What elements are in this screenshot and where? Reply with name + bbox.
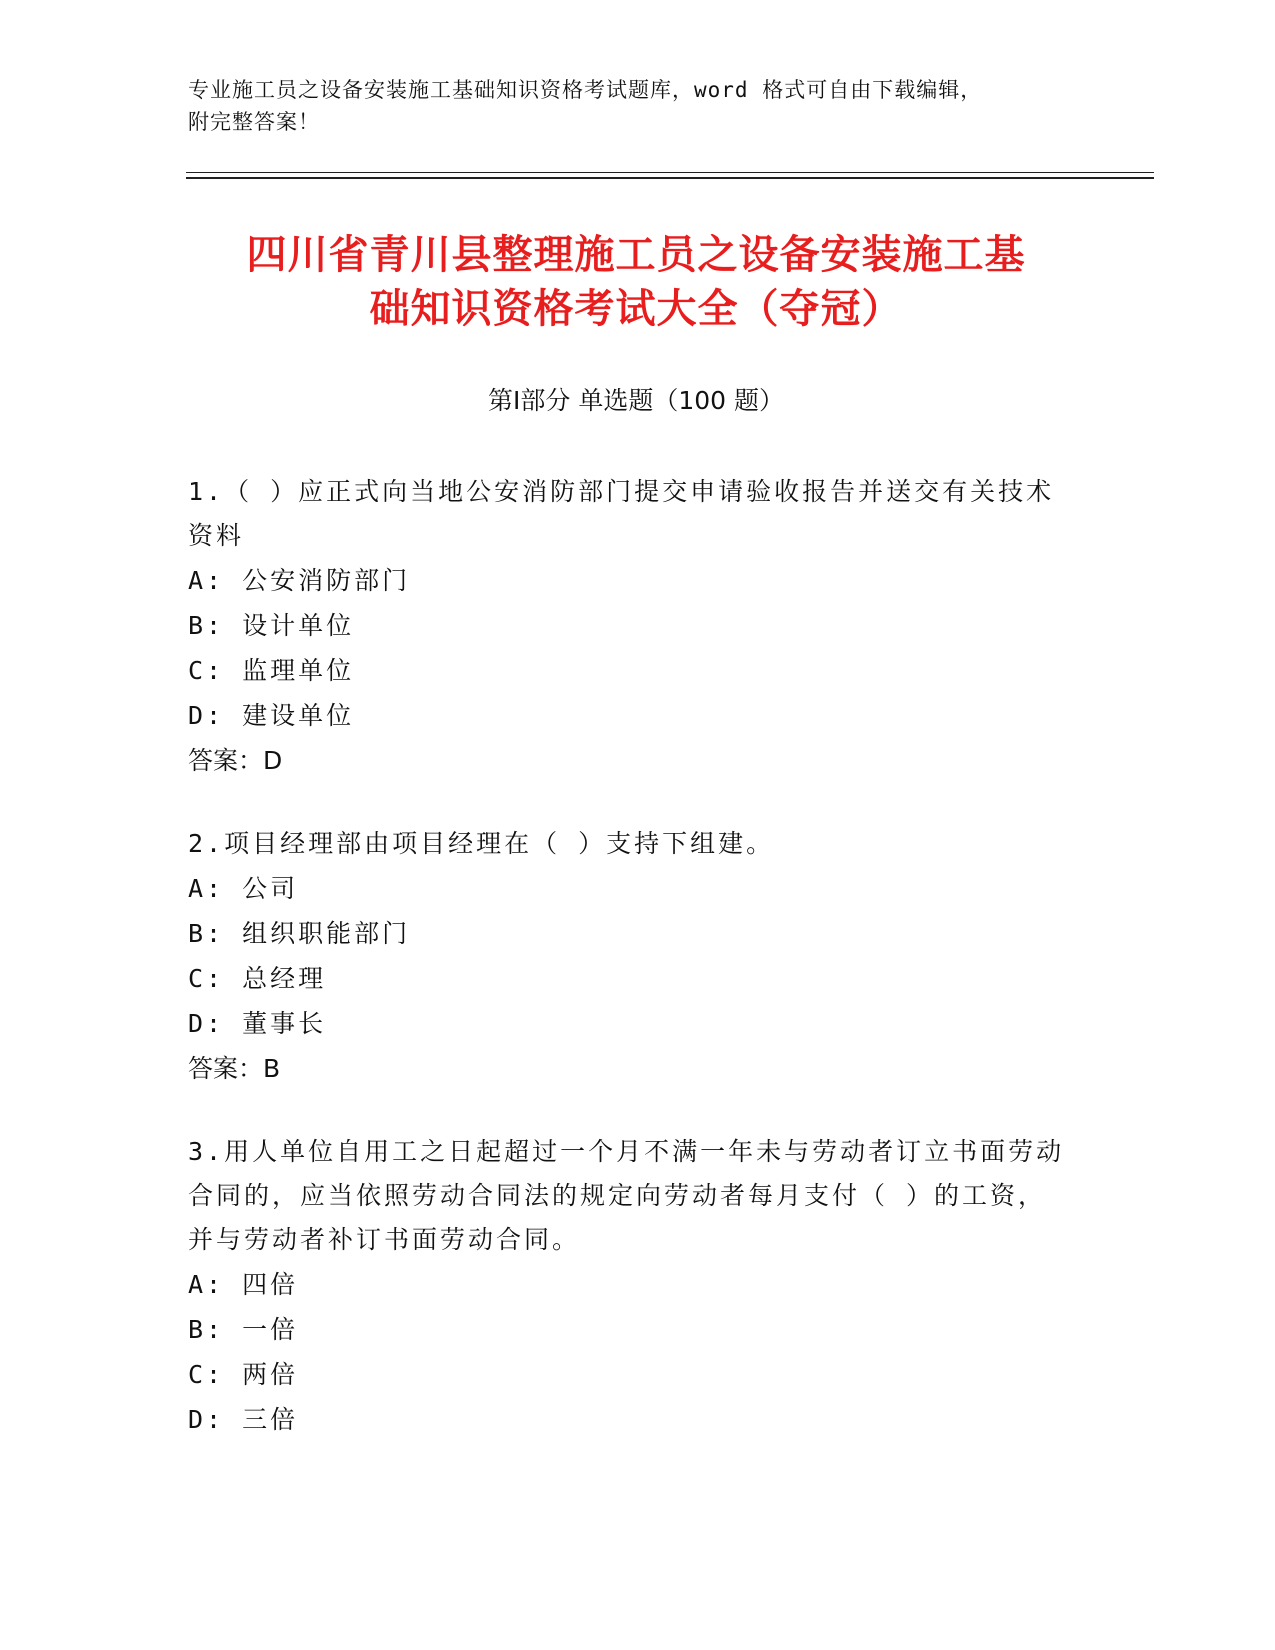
document-header-note [188, 74, 1088, 138]
option-label: D: [188, 701, 225, 730]
option-c [188, 956, 1068, 1001]
question-stem: 2.项目经理部由项目经理在（ ）支持下组建。 [188, 829, 775, 858]
question-2 [188, 822, 1068, 1092]
title-line-2: 础知识资格考试大全（夺冠） [369, 286, 903, 332]
option-text: 组织职能部门 [242, 919, 411, 948]
option-label: B: [188, 919, 225, 948]
option-text: 公司 [242, 874, 299, 903]
option-label: D: [188, 1009, 225, 1038]
option-label: C: [188, 964, 225, 993]
header-divider-thick [186, 177, 1154, 179]
option-b [188, 1307, 1068, 1352]
answer-line: 答案：D [188, 746, 283, 775]
option-a [188, 558, 1068, 603]
option-d [188, 1397, 1068, 1442]
option-d [188, 1001, 1068, 1046]
question-1 [188, 470, 1068, 784]
option-text: 设计单位 [242, 611, 355, 640]
question-stem: 1.（ ）应正式向当地公安消防部门提交申请验收报告并送交有关技术资料 [188, 477, 1055, 550]
option-label: D: [188, 1405, 225, 1434]
section-heading: 第Ⅰ部分 单选题（100 题） [488, 386, 784, 415]
option-label: C: [188, 656, 225, 685]
option-text: 三倍 [242, 1405, 299, 1434]
option-text: 公安消防部门 [242, 566, 411, 595]
option-d [188, 693, 1068, 738]
option-text: 两倍 [242, 1360, 299, 1389]
option-label: A: [188, 874, 225, 903]
header-divider-thin [186, 172, 1154, 173]
header-note-line-1: 专业施工员之设备安装施工基础知识资格考试题库，word 格式可自由下载编辑， [188, 78, 983, 102]
option-label: A: [188, 566, 225, 595]
option-text: 监理单位 [242, 656, 355, 685]
option-label: B: [188, 611, 225, 640]
option-b [188, 911, 1068, 956]
option-label: A: [188, 1270, 225, 1299]
option-c [188, 648, 1068, 693]
document-title [186, 228, 1086, 336]
option-text: 建设单位 [242, 701, 355, 730]
answer-line: 答案：B [188, 1054, 281, 1083]
option-b [188, 603, 1068, 648]
option-a [188, 1262, 1068, 1307]
option-text: 董事长 [242, 1009, 327, 1038]
option-label: C: [188, 1360, 225, 1389]
option-text: 四倍 [242, 1270, 299, 1299]
title-line-1: 四川省青川县整理施工员之设备安装施工基 [246, 232, 1026, 278]
option-text: 一倍 [242, 1315, 299, 1344]
header-note-line-2: 附完整答案！ [188, 110, 320, 134]
question-stem: 3.用人单位自用工之日起超过一个月不满一年未与劳动者订立书面劳动合同的，应当依照劳动合同法的规定向劳动者每月支付（ ）的工资，并与劳动者补订书面劳动合同。 [188, 1137, 1065, 1254]
question-3 [188, 1130, 1068, 1442]
option-a [188, 866, 1068, 911]
option-label: B: [188, 1315, 225, 1344]
option-c [188, 1352, 1068, 1397]
question-list [188, 470, 1068, 1480]
option-text: 总经理 [242, 964, 327, 993]
